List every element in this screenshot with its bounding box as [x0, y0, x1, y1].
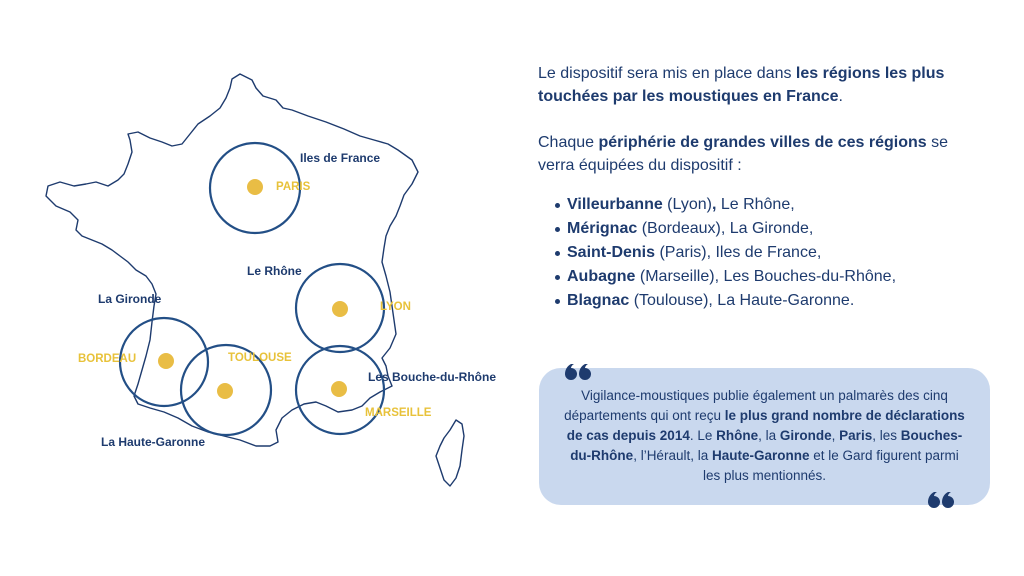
quote-open-icon	[563, 358, 595, 382]
list-item	[538, 265, 988, 289]
intro-paragraph	[538, 62, 988, 108]
lead-text-end: se verra équipées du dispositif :	[538, 134, 948, 174]
list-item-bold-comma: ,	[711, 196, 717, 213]
lead-text-start: Chaque	[538, 134, 599, 151]
corsica-outline	[436, 420, 464, 486]
dots	[158, 179, 348, 399]
list-item-text: (Toulouse), La Haute-Garonne.	[629, 292, 855, 309]
quote-close-icon	[926, 486, 958, 510]
quote-bold-segment: Paris	[839, 428, 873, 443]
list-item-bold: Villeurbanne	[567, 196, 663, 213]
text-panel	[538, 62, 988, 313]
quote-segment: et le Gard figurent parmi les plus mentionnés.	[702, 448, 959, 483]
city-list	[538, 193, 988, 313]
region-label-haute-garonne: La Haute-Garonne	[101, 435, 206, 449]
list-item	[538, 289, 988, 313]
quote-segment: , la	[758, 428, 780, 443]
list-item	[538, 217, 988, 241]
dot-toulouse	[217, 383, 233, 399]
list-item-bold: Aubagne	[567, 268, 636, 285]
quote-bold-segment: Bouches-du-Rhône	[570, 428, 963, 463]
quote-text	[561, 386, 968, 486]
list-item-bold: Mérignac	[567, 220, 638, 237]
list-item-text: (Lyon)	[662, 196, 712, 213]
intro-text-end: .	[838, 88, 843, 105]
region-label-rhone: Le Rhône	[247, 264, 302, 278]
list-item-text: (Marseille), Les Bouches-du-Rhône,	[635, 268, 897, 285]
list-item	[538, 193, 988, 217]
list-item-bold: Blagnac	[567, 292, 630, 309]
dot-bordeaux	[158, 353, 174, 369]
list-item	[538, 241, 988, 265]
quote-bold-segment: Gironde	[779, 428, 832, 443]
lead-text-bold: périphérie de grandes villes de ces régions	[598, 134, 927, 151]
quote-segment: Vigilance-moustiques publie également un palmarès des cinq départements qui ont reçu	[564, 388, 948, 423]
dot-marseille	[331, 381, 347, 397]
intro-text-start: Le dispositif sera mis en place dans	[538, 65, 796, 82]
region-label-bouches-du-rhone: Les Bouche-du-Rhône	[368, 370, 496, 384]
list-item-text: (Paris), Iles de France,	[655, 244, 822, 261]
city-label-toulouse: TOULOUSE	[228, 352, 292, 364]
quote-bold-segment: le plus grand nombre de déclarations de cas depuis 2014	[566, 408, 965, 443]
quote-segment: , les	[872, 428, 901, 443]
quote-segment: ,	[831, 428, 840, 443]
quote-segment: . Le	[689, 428, 717, 443]
quote-bold-segment: Haute-Garonne	[711, 448, 810, 463]
dot-paris	[247, 179, 263, 195]
list-item-text: (Bordeaux), La Gironde,	[637, 220, 814, 237]
quote-box	[539, 368, 990, 505]
quote-bold-segment: Rhône	[716, 428, 759, 443]
lead-paragraph	[538, 131, 988, 177]
list-item-bold: Saint-Denis	[567, 244, 656, 261]
city-label-marseille: MARSEILLE	[365, 407, 432, 419]
dot-lyon	[332, 301, 348, 317]
city-label-lyon: LYON	[380, 301, 411, 313]
intro-text-bold: les régions les plus touchées par les moustiques en France	[538, 65, 945, 105]
city-label-bordeaux: BORDEAU	[78, 353, 137, 365]
region-label-gironde: La Gironde	[98, 292, 162, 306]
list-item-text-end: Le Rhône,	[716, 196, 795, 213]
quote-segment: , l’Hérault, la	[633, 448, 712, 463]
region-label-ile-de-france: Iles de France	[300, 151, 381, 165]
city-label-paris: PARIS	[276, 181, 311, 193]
